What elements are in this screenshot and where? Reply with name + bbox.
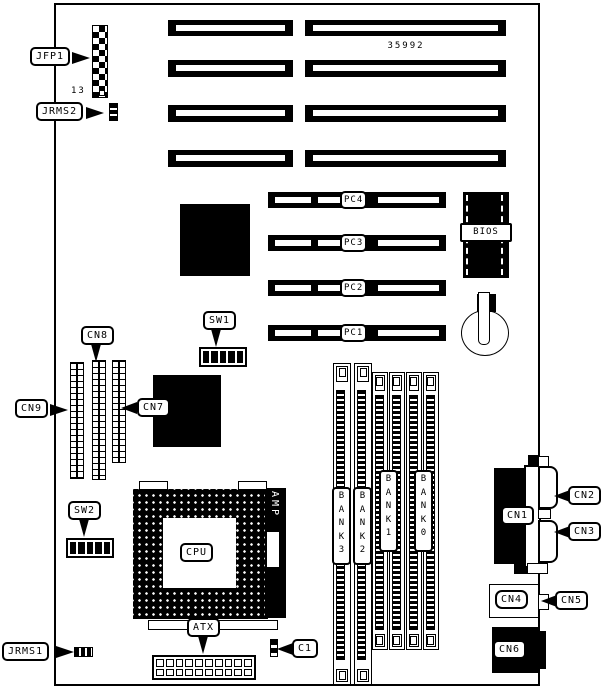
cn3-label: CN3 — [568, 522, 601, 541]
amp-connector-slot — [266, 531, 280, 568]
isa-slot-4-left — [168, 150, 293, 167]
board-number: 35992 — [387, 41, 425, 51]
cn8-label: CN8 — [81, 326, 114, 345]
cn2-label: CN2 — [568, 486, 601, 505]
bios-label: BIOS — [460, 223, 512, 242]
sw1-label: SW1 — [203, 311, 236, 330]
jfp1-pin13-label: 13 — [71, 86, 86, 96]
sw1-dip-switch — [199, 347, 247, 367]
isa-slot-1-right — [305, 20, 506, 36]
cn6-connector-tab — [539, 631, 546, 669]
isa-slot-3-right — [305, 105, 506, 122]
battery-key-slot — [478, 292, 490, 345]
jfp1-pointer — [72, 52, 90, 64]
cn8-header — [92, 360, 106, 480]
jrms2-jumper — [109, 103, 118, 121]
pc4-label: PC4 — [340, 191, 367, 209]
cn2-port — [538, 466, 558, 509]
cn5-label: CN5 — [555, 591, 588, 610]
pci-slot-pc4 — [268, 192, 446, 208]
sw2-pointer — [79, 519, 89, 537]
isa-slot-4-right — [305, 150, 506, 167]
cn7-label: CN7 — [137, 398, 170, 417]
sw2-label: SW2 — [68, 501, 101, 520]
cn8-pointer — [91, 344, 101, 362]
c1-label: C1 — [292, 639, 318, 658]
isa-slot-2-right — [305, 60, 506, 77]
pci-slot-pc2 — [268, 280, 446, 296]
cn9-label: CN9 — [15, 399, 48, 418]
cn4-label: CN4 — [495, 590, 528, 609]
cn9-pointer — [50, 404, 68, 416]
cn2-cn3-divider — [538, 509, 551, 519]
atx-label: ATX — [187, 618, 220, 637]
pc2-label: PC2 — [340, 279, 367, 297]
cn1-label: CN1 — [501, 506, 534, 525]
jrms1-jumper — [74, 647, 93, 657]
jfp1-pin-header — [92, 25, 108, 98]
jrms1-label: JRMS1 — [2, 642, 49, 661]
cn3-screw-tab — [527, 563, 548, 574]
bank2-label: BANK2 — [353, 487, 372, 565]
sw1-pointer — [211, 329, 221, 347]
sw2-dip-switch — [66, 538, 114, 558]
jrms1-pointer — [56, 646, 74, 658]
cpu-socket-tab-left — [139, 481, 168, 490]
jfp1-pin13-marker — [99, 90, 105, 96]
pci-slot-pc1 — [268, 325, 446, 341]
amp-label: AMP — [269, 491, 280, 519]
isa-slot-1-left — [168, 20, 293, 36]
jfp1-label: JFP1 — [30, 47, 70, 66]
cpu-socket-tab-right — [238, 481, 267, 490]
qfp-chip-upper — [180, 204, 250, 276]
pci-slot-pc3 — [268, 235, 446, 251]
cn9-header — [70, 362, 84, 479]
c1-pointer — [277, 643, 293, 655]
bank1-label: BANK1 — [379, 470, 398, 552]
cn6-label: CN6 — [493, 640, 526, 659]
bank0-label: BANK0 — [414, 470, 433, 552]
pc3-label: PC3 — [340, 234, 367, 252]
bank3-label: BANK3 — [332, 487, 351, 565]
atx-pointer — [198, 636, 208, 654]
cn7-pointer — [121, 402, 137, 414]
jrms2-label: JRMS2 — [36, 102, 83, 121]
isa-slot-3-left — [168, 105, 293, 122]
jrms2-pointer — [86, 107, 104, 119]
isa-slot-2-left — [168, 60, 293, 77]
atx-power-connector — [152, 655, 256, 680]
pc1-label: PC1 — [340, 324, 367, 342]
cpu-label: CPU — [180, 543, 213, 562]
